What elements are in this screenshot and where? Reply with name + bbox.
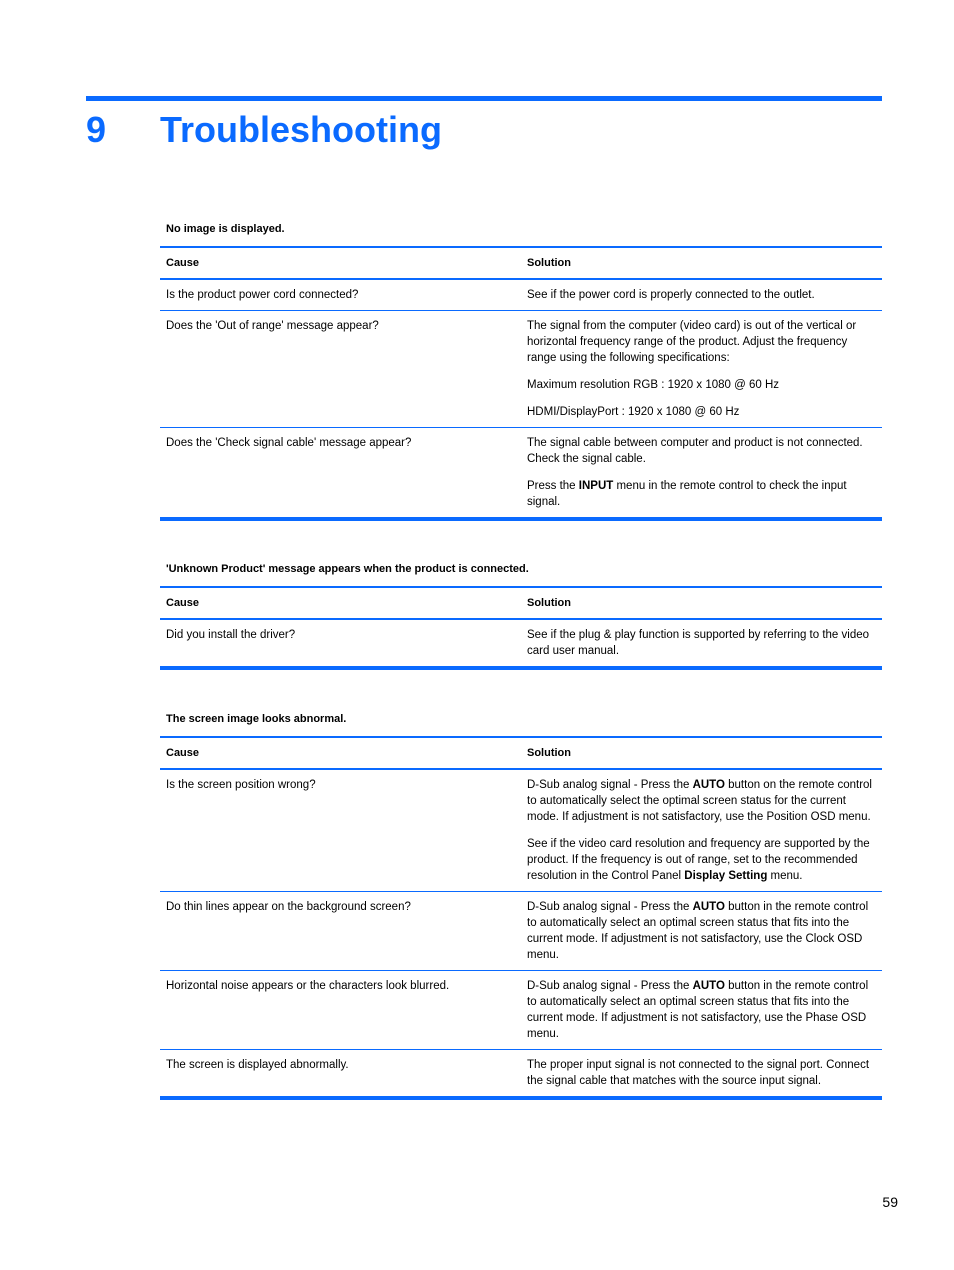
solution-paragraph: See if the video card resolution and frequency are supported by the product. If the frequency is out of range, set to the recommended resolution in the Control Panel Display Setting menu. <box>527 838 870 882</box>
table-header-row <box>160 587 882 619</box>
section-unknown-product <box>160 561 882 670</box>
solution-header: Solution <box>521 737 882 769</box>
cause-cell: Horizontal noise appears or the characters look blurred. <box>160 971 521 1050</box>
solution-cell <box>521 1050 882 1099</box>
table-row <box>160 619 882 668</box>
section-abnormal-image <box>160 711 882 1100</box>
cause-cell: The screen is displayed abnormally. <box>160 1050 521 1099</box>
cause-cell: Do thin lines appear on the background screen? <box>160 892 521 971</box>
solution-cell <box>521 619 882 668</box>
solution-paragraph: The signal from the computer (video card) is out of the vertical or horizontal frequency range of the product. Adjust the frequency range using the following specifications: <box>527 320 857 364</box>
table-row <box>160 1050 882 1099</box>
troubleshooting-table <box>160 586 882 670</box>
chapter-rule <box>86 96 882 101</box>
solution-cell <box>521 971 882 1050</box>
troubleshooting-table <box>160 736 882 1100</box>
solution-cell <box>521 892 882 971</box>
solution-paragraph: D-Sub analog signal - Press the AUTO button in the remote control to automatically select an optimal screen status that fits into the current mode. If adjustment is not satisfactory, use the Clock OSD menu. <box>527 901 869 961</box>
solution-paragraph: D-Sub analog signal - Press the AUTO button on the remote control to automatically select the optimal screen status for the current mode. If adjustment is not satisfactory, use the Position OSD menu. <box>527 779 872 823</box>
cause-cell: Does the 'Check signal cable' message appear? <box>160 428 521 520</box>
emphasis-term: Display Setting <box>684 870 768 882</box>
table-row <box>160 769 882 892</box>
solution-header: Solution <box>521 587 882 619</box>
table-header-row <box>160 247 882 279</box>
solution-paragraph: Press the INPUT menu in the remote control to check the input signal. <box>527 480 847 508</box>
section-no-image <box>160 221 882 521</box>
cause-header: Cause <box>160 247 521 279</box>
solution-paragraph: HDMI/DisplayPort : 1920 x 1080 @ 60 Hz <box>527 406 740 418</box>
table-row <box>160 428 882 520</box>
troubleshooting-table <box>160 246 882 521</box>
section-title: No image is displayed. <box>166 223 285 235</box>
solution-paragraph: D-Sub analog signal - Press the AUTO button in the remote control to automatically select an optimal screen status that fits into the current mode. If adjustment is not satisfactory, use the Phase OSD menu. <box>527 980 869 1040</box>
chapter-title: Troubleshooting <box>160 109 442 150</box>
solution-paragraph: Maximum resolution RGB : 1920 x 1080 @ 60 Hz <box>527 379 780 391</box>
cause-cell: Is the product power cord connected? <box>160 279 521 311</box>
table-row <box>160 311 882 428</box>
table-row <box>160 971 882 1050</box>
cause-cell: Is the screen position wrong? <box>160 769 521 892</box>
table-header-row <box>160 737 882 769</box>
emphasis-term: AUTO <box>692 980 725 992</box>
section-title: The screen image looks abnormal. <box>166 713 347 725</box>
page-number: 59 <box>882 1194 898 1210</box>
solution-paragraph: See if the plug & play function is supported by referring to the video card user manual. <box>527 629 870 657</box>
solution-cell <box>521 428 882 520</box>
chapter-number: 9 <box>86 109 107 150</box>
emphasis-term: AUTO <box>692 779 725 791</box>
solution-header: Solution <box>521 247 882 279</box>
solution-paragraph: The proper input signal is not connected to the signal port. Connect the signal cable that matches with the source input signal. <box>527 1059 870 1087</box>
cause-cell: Does the 'Out of range' message appear? <box>160 311 521 428</box>
table-row <box>160 279 882 311</box>
cause-cell: Did you install the driver? <box>160 619 521 668</box>
solution-cell <box>521 279 882 311</box>
emphasis-term: INPUT <box>578 480 614 492</box>
cause-header: Cause <box>160 737 521 769</box>
emphasis-term: AUTO <box>692 901 725 913</box>
solution-paragraph: The signal cable between computer and product is not connected. Check the signal cable. <box>527 437 863 465</box>
cause-header: Cause <box>160 587 521 619</box>
solution-cell <box>521 311 882 428</box>
table-row <box>160 892 882 971</box>
solution-paragraph: See if the power cord is properly connected to the outlet. <box>527 289 815 301</box>
section-title: 'Unknown Product' message appears when the product is connected. <box>166 563 529 575</box>
solution-cell <box>521 769 882 892</box>
